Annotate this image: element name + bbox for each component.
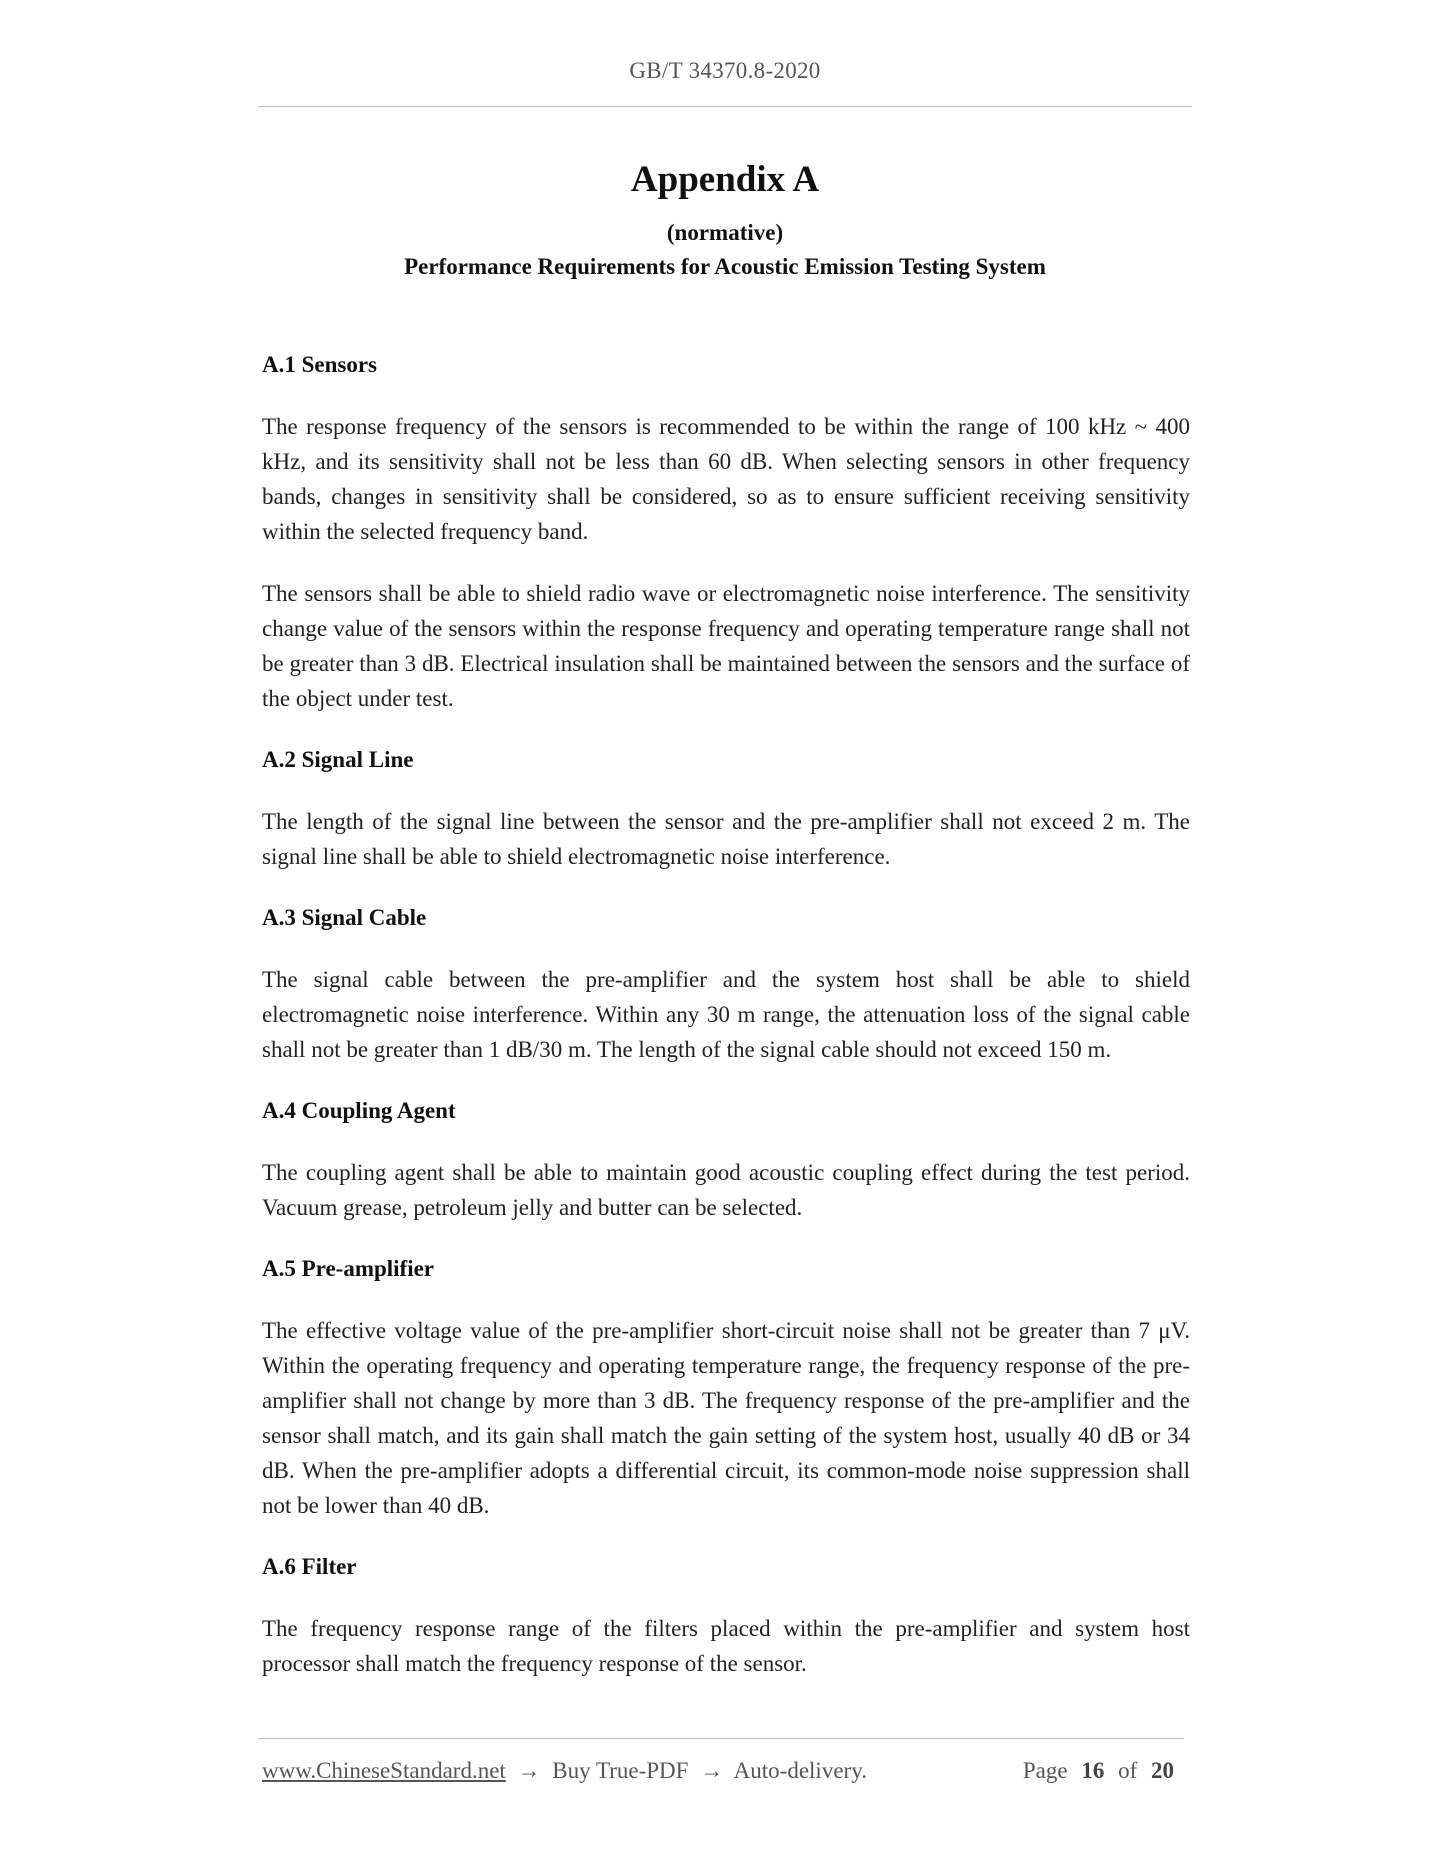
current-page: 16 — [1081, 1758, 1105, 1783]
paragraph: The sensors shall be able to shield radio wave or electromagnetic noise interference. The sensitivity change value of the sensors within the response frequency and operating temperature range shall not be greater than 3 dB. Electrical insulation shall be maintained between the sensors and the surface of the object under test. — [262, 581, 1190, 711]
appendix-subtitle: Performance Requirements for Acoustic Emission Testing System — [404, 254, 1046, 279]
paragraph: The coupling agent shall be able to maintain good acoustic coupling effect during the test period. Vacuum grease, petroleum jelly and butter can be selected. — [262, 1160, 1190, 1220]
page-label: Page — [1022, 1758, 1068, 1783]
header-divider — [258, 106, 1192, 107]
arrow-right-icon: → — [700, 1758, 724, 1783]
paragraph: The signal cable between the pre-amplifier and the system host shall be able to shield electromagnetic noise interference. Within any 30 m range, the attenuation loss of the signal cable shall not be greater than 1 dB/30 m. The length of the signal cable should not exceed 150 m. — [262, 967, 1190, 1062]
total-pages: 20 — [1151, 1758, 1174, 1783]
paragraph: The frequency response range of the filters placed within the pre-amplifier and system host processor shall match the frequency response of the sensor. — [262, 1616, 1190, 1676]
section-heading-filter: A.6 Filter — [262, 1554, 357, 1579]
document-header: GB/T 34370.8-2020 — [629, 58, 821, 83]
buy-pdf-text: Buy True-PDF — [552, 1758, 689, 1783]
section-heading-pre-amplifier: A.5 Pre-amplifier — [262, 1256, 435, 1281]
section-heading-signal-cable: A.3 Signal Cable — [262, 905, 427, 930]
section-heading-coupling-agent: A.4 Coupling Agent — [262, 1098, 456, 1123]
of-label: of — [1118, 1758, 1138, 1783]
appendix-title: Appendix A — [630, 159, 820, 200]
section-heading-sensors: A.1 Sensors — [262, 352, 378, 377]
paragraph: The length of the signal line between the sensor and the pre-amplifier shall not exceed 2 m. The signal line shall be able to shield electromagnetic noise interference. — [262, 809, 1190, 869]
page-footer — [262, 1758, 1182, 1792]
appendix-body — [262, 348, 1190, 1708]
auto-delivery-text: Auto-delivery. — [733, 1758, 867, 1783]
appendix-type: (normative) — [666, 220, 784, 245]
footer-divider — [258, 1738, 1184, 1739]
website-link[interactable]: www.ChineseStandard.net — [262, 1758, 506, 1783]
section-heading-signal-line: A.2 Signal Line — [262, 747, 414, 772]
arrow-right-icon: → — [517, 1758, 541, 1783]
page-number — [1023, 1758, 1182, 1784]
paragraph: The effective voltage value of the pre-amplifier short-circuit noise shall not be greater than 7 μV. Within the operating frequency and operating temperature range, the frequency response of the pre-amplifier shall not change by more than 3 dB. The frequency response of the pre-amplifier and the sensor shall match, and its gain shall match the gain setting of the system host, usually 40 dB or 34 dB. When the pre-amplifier adopts a differential circuit, its common-mode noise suppression shall not be lower than 40 dB. — [262, 1318, 1190, 1518]
paragraph: The response frequency of the sensors is recommended to be within the range of 100 kHz ~ 400 kHz, and its sensitivity shall not be less than 60 dB. When selecting sensors in other frequency bands, changes in sensitivity shall be considered, so as to ensure sufficient receiving sensitivity within the selected frequency band. — [262, 414, 1190, 544]
footer-promo — [262, 1758, 867, 1784]
